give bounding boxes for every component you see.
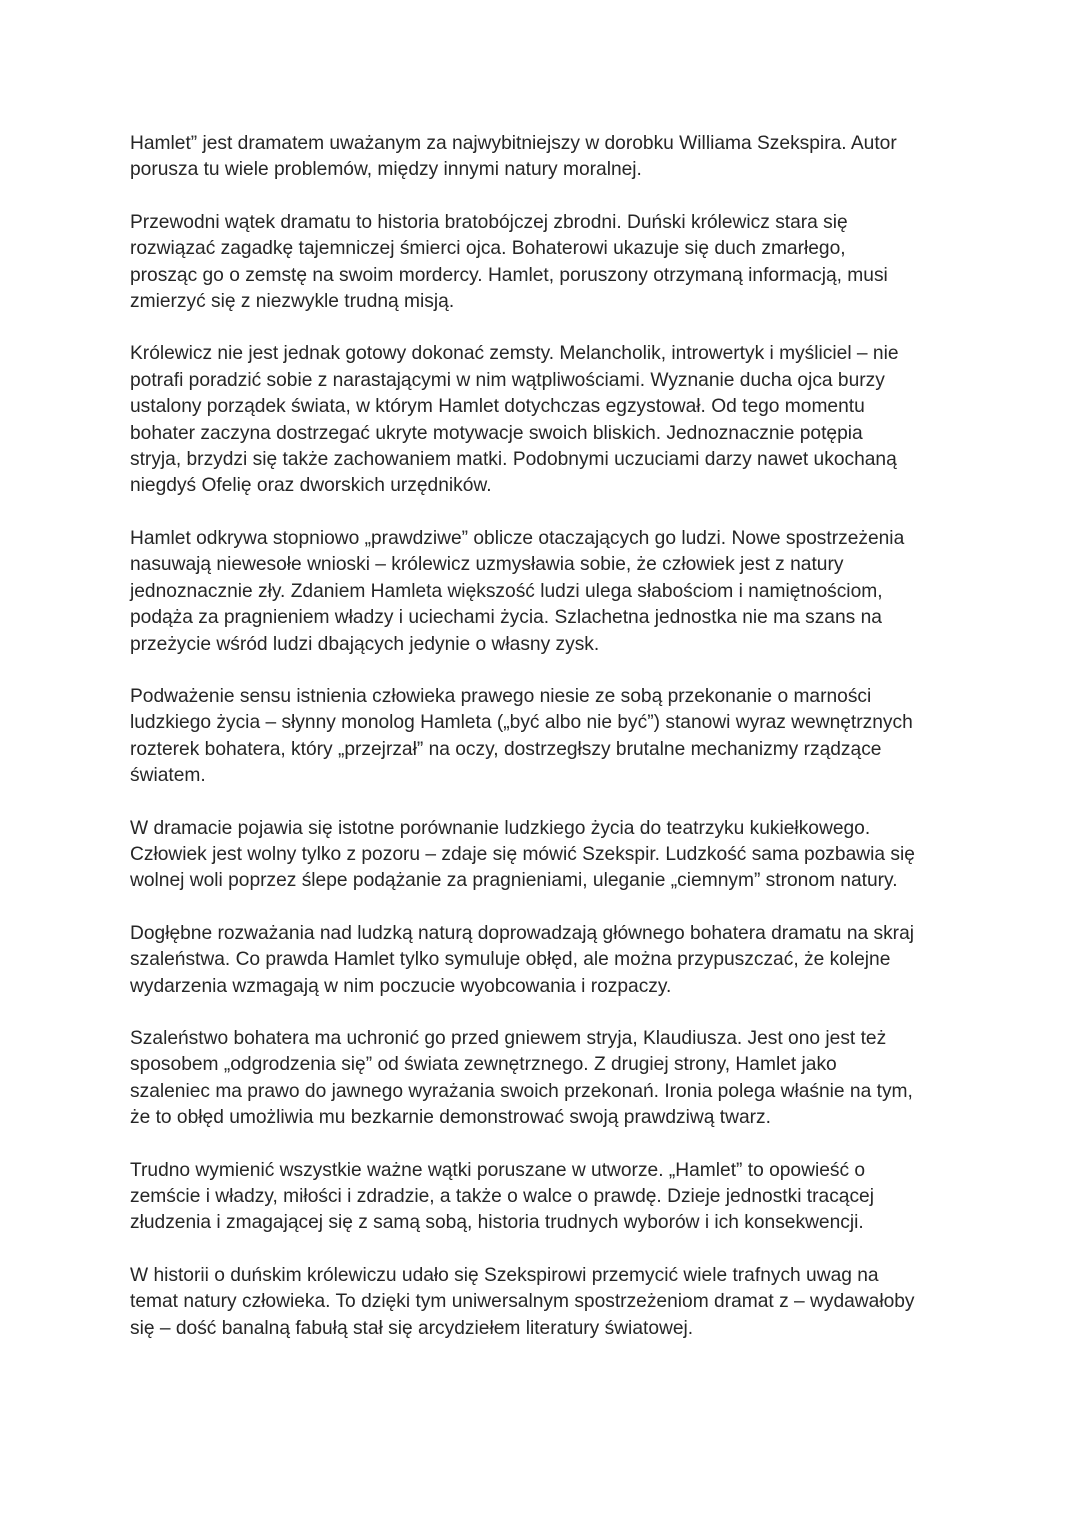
paragraph-10: W historii o duńskim królewiczu udało się Szekspirowi przemycić wiele trafnych uwag na temat natury człowieka. To dzięki tym uniwersalnym spostrzeżeniom dramat z – wydawałoby się – dość banalną fabułą stał się arcydziełem literatury światowej. <box>130 1264 915 1339</box>
paragraph-4: Hamlet odkrywa stopniowo „prawdziwe” oblicze otaczających go ludzi. Nowe spostrzeżenia nasuwają niewesołe wnioski – królewicz uzmysławia sobie, że człowiek jest z natury jednoznacznie zły. Zdaniem Hamleta większość ludzi ulega słabościom i namiętnościom, podąża za pragnieniem władzy i uciechami życia. Szlachetna jednostka nie ma szans na przeżycie wśród ludzi dbających jedynie o własny zysk. <box>130 527 905 655</box>
paragraph-8: Szaleństwo bohatera ma uchronić go przed gniewem stryja, Klaudiusza. Jest ono jest też sposobem „odgrodzenia się” od świata zewnętrznego. Z drugiej strony, Hamlet jako szaleniec ma prawo do jawnego wyrażania swoich przekonań. Ironia polega właśnie na tym, że to obłęd umożliwia mu bezkarnie demonstrować swoją prawdziwą twarz. <box>130 1027 913 1129</box>
paragraph-7: Dogłębne rozważania nad ludzką naturą doprowadzają głównego bohatera dramatu na skraj szaleństwa. Co prawda Hamlet tylko symuluje obłęd, ale można przypuszczać, że kolejne wydarzenia wzmagają w nim poczucie wyobcowania i rozpaczy. <box>130 922 914 997</box>
paragraph-2: Przewodni wątek dramatu to historia bratobójczej zbrodni. Duński królewicz stara się rozwiązać zagadkę tajemniczej śmierci ojca. Bohaterowi ukazuje się duch zmarłego, prosząc go o zemstę na swoim mordercy. Hamlet, poruszony otrzymaną informacją, musi zmierzyć się z niezwykle trudną misją. <box>130 211 888 313</box>
paragraph-5: Podważenie sensu istnienia człowieka prawego niesie ze sobą przekonanie o marności ludzkiego życia – słynny monolog Hamleta („być albo nie być”) stanowi wyraz wewnętrznych rozterek bohatera, który „przejrzał” na oczy, dostrzegłszy brutalne mechanizmy rządzące światem. <box>130 685 913 787</box>
document-body <box>130 131 960 1368</box>
paragraph-3: Królewicz nie jest jednak gotowy dokonać zemsty. Melancholik, introwertyk i myśliciel – nie potrafi poradzić sobie z narastającymi w nim wątpliwościami. Wyznanie ducha ojca burzy ustalony porządek świata, w którym Hamlet dotychczas egzystował. Od tego momentu bohater zaczyna dostrzegać ukryte motywacje swoich bliskich. Jednoznacznie potępia stryja, brzydzi się także zachowaniem matki. Podobnymi uczuciami darzy nawet ukochaną niegdyś Ofelię oraz dworskich urzędników. <box>130 343 899 497</box>
paragraph-1: Hamlet” jest dramatem uważanym za najwybitniejszy w dorobku Williama Szekspira. Autor porusza tu wiele problemów, między innymi natury moralnej. <box>130 133 897 181</box>
paragraph-9: Trudno wymienić wszystkie ważne wątki poruszane w utworze. „Hamlet” to opowieść o zemście i władzy, miłości i zdradzie, a także o walce o prawdę. Dzieje jednostki tracącej złudzenia i zmagającej się z samą sobą, historia trudnych wyborów i ich konsekwencji. <box>130 1159 874 1234</box>
paragraph-6: W dramacie pojawia się istotne porównanie ludzkiego życia do teatrzyku kukiełkowego. Człowiek jest wolny tylko z pozoru – zdaje się mówić Szekspir. Ludzkość sama pozbawia się wolnej woli poprzez ślepe podążanie za pragnieniami, uleganie „ciemnym” stronom natury. <box>130 817 915 892</box>
